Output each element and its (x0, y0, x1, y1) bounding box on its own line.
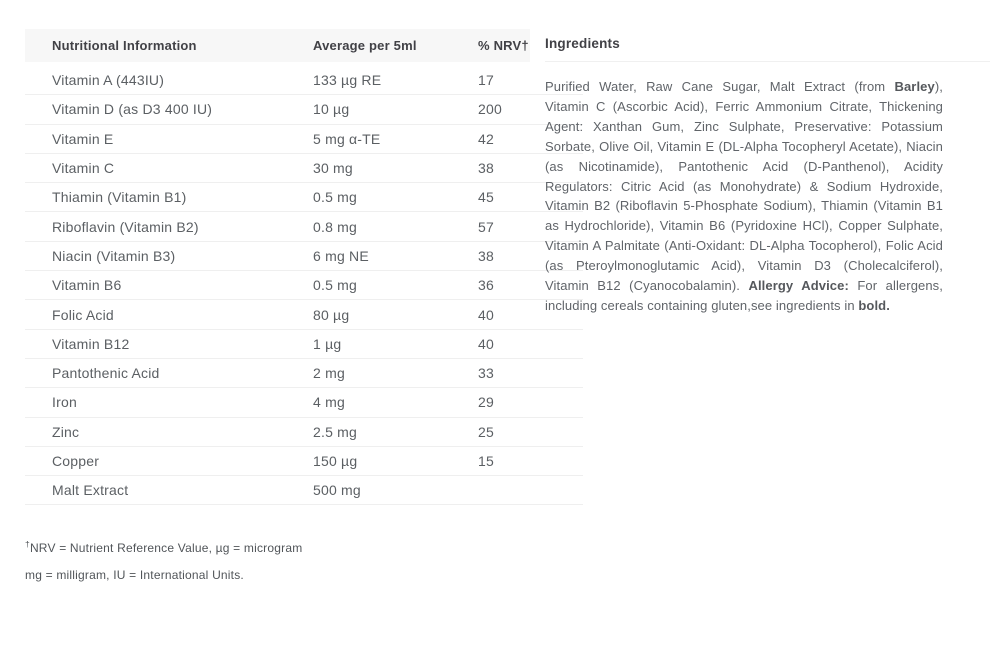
table-row (25, 418, 583, 447)
table-row (25, 212, 583, 241)
table-row (25, 154, 583, 183)
column-header-nrv: % NRV† (478, 38, 529, 53)
nutrient-name: Vitamin D (as D3 400 IU) (52, 101, 213, 118)
nutrient-name: Copper (52, 453, 100, 469)
nutrient-name: Riboflavin (Vitamin B2) (52, 218, 199, 235)
footnote-line-2: mg = milligram, IU = International Units. (25, 568, 244, 582)
nutrient-name: Malt Extract (52, 482, 129, 499)
nutrition-table-body (25, 66, 583, 505)
nutrient-amount: 10 µg (313, 101, 350, 118)
ingredients-panel (545, 29, 990, 316)
nutrient-amount: 5 mg α-TE (313, 130, 381, 147)
nutrient-name: Thiamin (Vitamin B1) (52, 189, 187, 206)
table-row (25, 447, 583, 476)
column-header-average-per-5ml: Average per 5ml (313, 38, 417, 53)
footnote (25, 531, 302, 589)
table-row (25, 359, 583, 388)
nutrient-name: Niacin (Vitamin B3) (52, 247, 176, 264)
nutrient-nrv: 45 (478, 189, 494, 206)
ingredients-bold-segment: Barley (894, 79, 935, 94)
nutrition-table (25, 29, 583, 505)
table-row (25, 476, 583, 505)
table-row (25, 183, 583, 212)
nutrient-name: Vitamin A (443IU) (52, 72, 165, 89)
nutrient-amount: 30 mg (313, 160, 353, 177)
column-header-nutritional-information: Nutritional Information (52, 38, 197, 53)
nutrient-amount: 1 µg (313, 335, 342, 352)
table-row (25, 388, 583, 417)
nutrient-nrv: 36 (478, 277, 494, 294)
ingredients-segment: Purified Water, Raw Cane Sugar, Malt Extract (from (545, 79, 895, 94)
nutrient-name: Zinc (52, 423, 80, 440)
ingredients-title: Ingredients (545, 36, 620, 51)
nutrient-name: Iron (52, 394, 77, 411)
nutrient-amount: 150 µg (313, 453, 358, 469)
ingredients-segment: For allergens, including cereals containing gluten,see ingredients in (545, 278, 943, 313)
nutrient-amount: 6 mg NE (313, 247, 369, 264)
table-row (25, 330, 583, 359)
footnote-line-1-text: NRV = Nutrient Reference Value, µg = microgram (29, 541, 303, 555)
table-row (25, 271, 583, 300)
nutrient-nrv: 38 (478, 247, 494, 264)
nutrient-nrv: 17 (478, 72, 494, 89)
nutrient-amount: 0.5 mg (313, 277, 357, 294)
nutrient-amount: 4 mg (313, 394, 345, 411)
nutrient-nrv: 25 (478, 423, 494, 440)
footnote-line-1 (25, 531, 302, 562)
nutrient-amount: 133 µg RE (313, 72, 382, 89)
nutrient-amount: 0.5 mg (313, 189, 357, 206)
nutrient-amount: 80 µg (313, 306, 350, 323)
nutrient-name: Folic Acid (52, 306, 114, 323)
nutrient-amount: 2 mg (313, 365, 345, 382)
nutrient-nrv: 200 (478, 101, 502, 118)
nutrient-name: Pantothenic Acid (52, 365, 160, 382)
table-row (25, 242, 583, 271)
nutrient-nrv: 29 (478, 394, 494, 411)
nutrient-nrv: 40 (478, 335, 494, 352)
nutrient-name: Vitamin B12 (52, 335, 130, 352)
table-row (25, 125, 583, 154)
table-row (25, 66, 583, 95)
ingredients-bold-segment: bold. (858, 297, 890, 313)
ingredients-divider (545, 61, 990, 62)
nutrient-nrv: 33 (478, 365, 494, 382)
nutrient-nrv: 57 (478, 218, 494, 235)
nutrient-amount: 0.8 mg (313, 218, 357, 235)
nutrient-amount: 500 mg (313, 482, 361, 499)
ingredients-text (545, 77, 943, 316)
nutrient-name: Vitamin E (52, 130, 114, 147)
table-row (25, 300, 583, 329)
nutrient-name: Vitamin B6 (52, 277, 122, 294)
nutrient-nrv: 15 (478, 453, 494, 469)
table-row (25, 95, 583, 124)
nutrient-nrv: 40 (478, 306, 494, 323)
nutrient-nrv: 38 (478, 160, 494, 177)
nutrition-table-header (25, 29, 530, 62)
nutrient-amount: 2.5 mg (313, 423, 357, 440)
ingredients-segment: ), Vitamin C (Ascorbic Acid), Ferric Ammonium Citrate, Thickening Agent: Xanthan Gum, Zinc Sulphate, Preservative: Potassium Sorbate, Olive Oil, Vitamin E (DL-Alpha Tocopheryl Acetate), Niacin (as Nicotinamide), Pantothenic Acid (D-Panthenol), Acidity Regulators: Citric Acid (as Monohydrate) & Sodium Hydroxide, Vitamin B2 (Riboflavin 5-Phosphate Sodium), Thiamin (Vitamin B1 as Hydrochloride), Vitamin B6 (Pyridoxine HCl), Copper Sulphate, Vitamin A Palmitate (Anti-Oxidant: DL-Alpha Tocopherol), Folic Acid (as Pteroylmonoglutamic Acid), Vitamin D3 (Cholecalciferol), Vitamin B12 (Cyanocobalamin). (545, 79, 943, 294)
nutrient-nrv: 42 (478, 130, 494, 147)
dagger-symbol: † (25, 539, 30, 549)
ingredients-bold-segment: Allergy Advice: (748, 278, 849, 294)
nutrient-name: Vitamin C (52, 160, 115, 177)
